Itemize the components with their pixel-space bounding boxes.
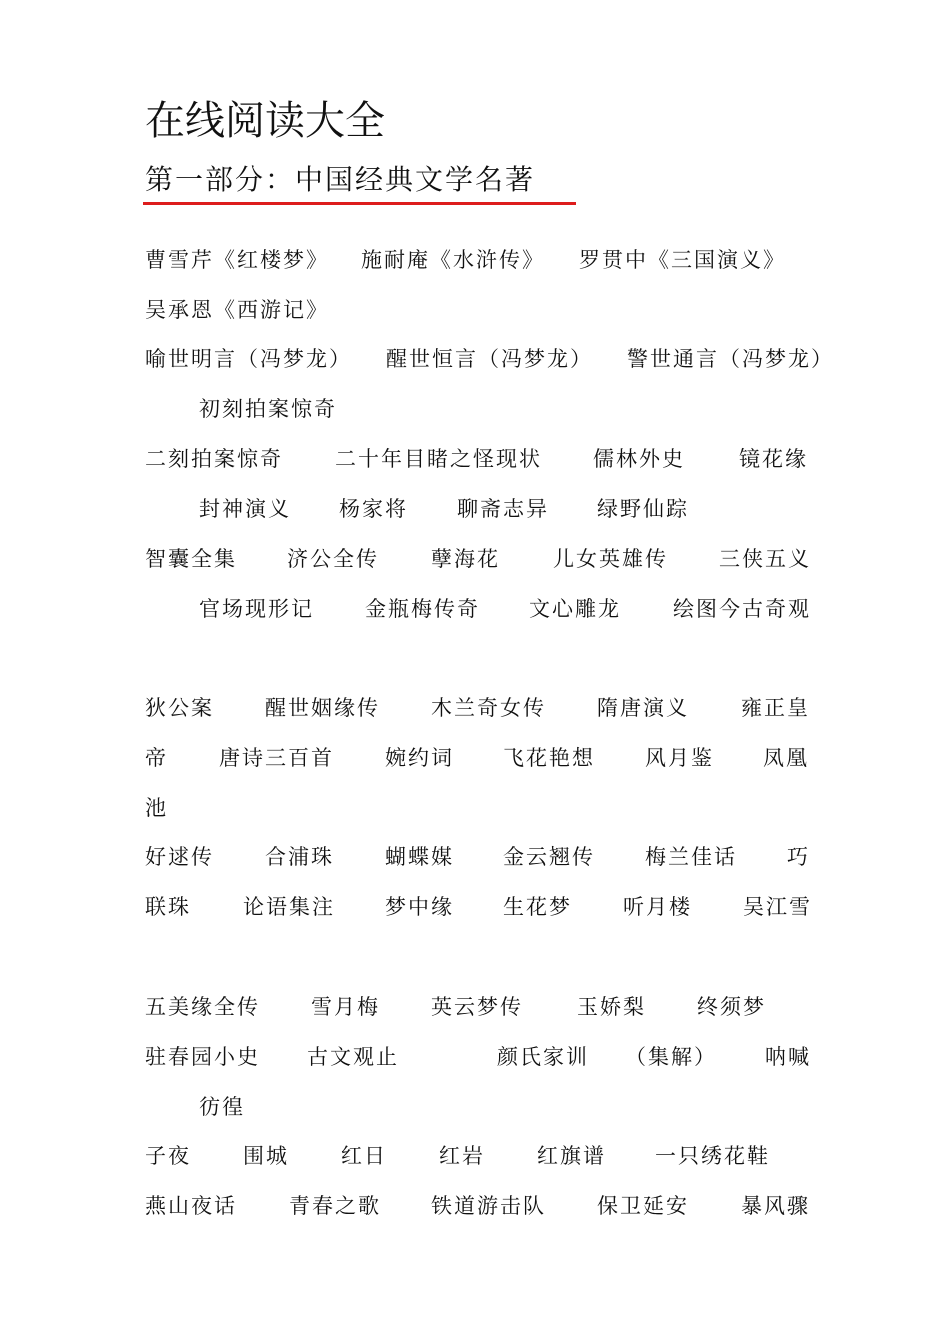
- book-title: 子夜: [145, 1144, 191, 1168]
- book-title: 警世通言（冯梦龙）: [627, 347, 834, 371]
- book-title: 红日: [341, 1144, 387, 1168]
- book-list-line: [145, 690, 809, 726]
- book-title: 智囊全集: [145, 547, 237, 571]
- book-title: 燕山夜话: [145, 1194, 237, 1218]
- book-title: 醒世恒言（冯梦龙）: [386, 347, 593, 371]
- book-title: 二刻拍案惊奇: [145, 447, 283, 471]
- book-title: 巧: [787, 845, 810, 869]
- book-title: 古文观止: [307, 1045, 399, 1069]
- book-list-line: [145, 541, 809, 577]
- book-title: 孽海花: [431, 547, 500, 571]
- book-list-line: [145, 889, 812, 925]
- book-title: 玉娇梨: [577, 995, 646, 1019]
- book-title: 吴承恩《西游记》: [145, 298, 329, 322]
- heading-underline: [143, 202, 576, 205]
- book-title: 一只绣花鞋: [655, 1144, 770, 1168]
- book-title: 彷徨: [199, 1095, 245, 1119]
- book-title: 二十年目睹之怪现状: [335, 447, 542, 471]
- book-title: 保卫延安: [597, 1194, 689, 1218]
- book-title: 呐喊: [765, 1045, 811, 1069]
- book-list-line: [145, 1089, 809, 1125]
- book-title: 帝: [145, 746, 168, 770]
- book-title: 池: [145, 796, 168, 820]
- book-title: 红岩: [439, 1144, 485, 1168]
- page-title: 在线阅读大全: [145, 98, 385, 144]
- book-title: 飞花艳想: [503, 746, 595, 770]
- book-list-line: [145, 242, 809, 278]
- book-title: 施耐庵《水浒传》: [361, 248, 545, 272]
- book-list-line: [145, 591, 809, 627]
- book-title: 蝴蝶媒: [385, 845, 454, 869]
- book-list-line: [145, 839, 809, 875]
- book-title: 好逑传: [145, 845, 214, 869]
- book-list-line: [145, 1188, 809, 1224]
- book-title: （集解）: [625, 1045, 717, 1069]
- book-title: 镜花缘: [739, 447, 808, 471]
- book-title: 金瓶梅传奇: [365, 597, 480, 621]
- book-title: 木兰奇女传: [431, 696, 546, 720]
- book-list-line: [145, 491, 809, 527]
- book-title: 儿女英雄传: [553, 547, 668, 571]
- book-list-line: [145, 790, 809, 826]
- book-title: 暴风骤: [741, 1194, 810, 1218]
- book-title: 吴江雪: [743, 895, 812, 919]
- book-list-line: [145, 989, 809, 1025]
- book-title: 金云翘传: [503, 845, 595, 869]
- book-title: 雪月梅: [311, 995, 380, 1019]
- book-title: 合浦珠: [265, 845, 334, 869]
- book-title: 文心雕龙: [529, 597, 621, 621]
- book-title: 封神演义: [199, 497, 291, 521]
- book-title: 初刻拍案惊奇: [199, 397, 337, 421]
- section-heading: 第一部分：中国经典文学名著: [145, 163, 536, 196]
- book-title: 婉约词: [385, 746, 454, 770]
- book-title: 绿野仙踪: [597, 497, 689, 521]
- book-title: 狄公案: [145, 696, 214, 720]
- book-list-line: [145, 341, 834, 377]
- book-title: 生花梦: [503, 895, 572, 919]
- book-list-line: [145, 1039, 809, 1075]
- book-title: 聊斋志异: [457, 497, 549, 521]
- book-title: 凤凰: [763, 746, 809, 770]
- book-title: 三侠五义: [719, 547, 811, 571]
- book-title: 围城: [243, 1144, 289, 1168]
- book-title: 醒世姻缘传: [265, 696, 380, 720]
- book-title: 官场现形记: [199, 597, 314, 621]
- book-title: 儒林外史: [593, 447, 685, 471]
- book-title: 红旗谱: [537, 1144, 606, 1168]
- book-title: 梦中缘: [385, 895, 454, 919]
- book-list-line: [145, 441, 809, 477]
- book-title: 联珠: [145, 895, 191, 919]
- book-title: 风月鉴: [645, 746, 714, 770]
- book-title: 五美缘全传: [145, 995, 260, 1019]
- book-title: 论语集注: [243, 895, 335, 919]
- book-title: 曹雪芹《红楼梦》: [145, 248, 329, 272]
- book-title: 铁道游击队: [431, 1194, 546, 1218]
- book-title: 唐诗三百首: [219, 746, 334, 770]
- book-title: 罗贯中《三国演义》: [579, 248, 786, 272]
- book-title: 隋唐演义: [597, 696, 689, 720]
- book-title: 英云梦传: [431, 995, 523, 1019]
- book-title: 听月楼: [623, 895, 692, 919]
- book-list-line: [145, 391, 809, 427]
- book-title: 终须梦: [697, 995, 766, 1019]
- book-title: 喻世明言（冯梦龙）: [145, 347, 352, 371]
- book-title: 绘图今古奇观: [673, 597, 811, 621]
- book-title: 济公全传: [287, 547, 379, 571]
- book-title: 颜氏家训: [497, 1045, 589, 1069]
- book-list-line: [145, 292, 809, 328]
- book-title: 梅兰佳话: [645, 845, 737, 869]
- book-title: 驻春园小史: [145, 1045, 260, 1069]
- book-list-line: [145, 1138, 809, 1174]
- book-title: 青春之歌: [289, 1194, 381, 1218]
- book-title: 雍正皇: [741, 696, 810, 720]
- book-list-line: [145, 740, 809, 776]
- book-title: 杨家将: [339, 497, 408, 521]
